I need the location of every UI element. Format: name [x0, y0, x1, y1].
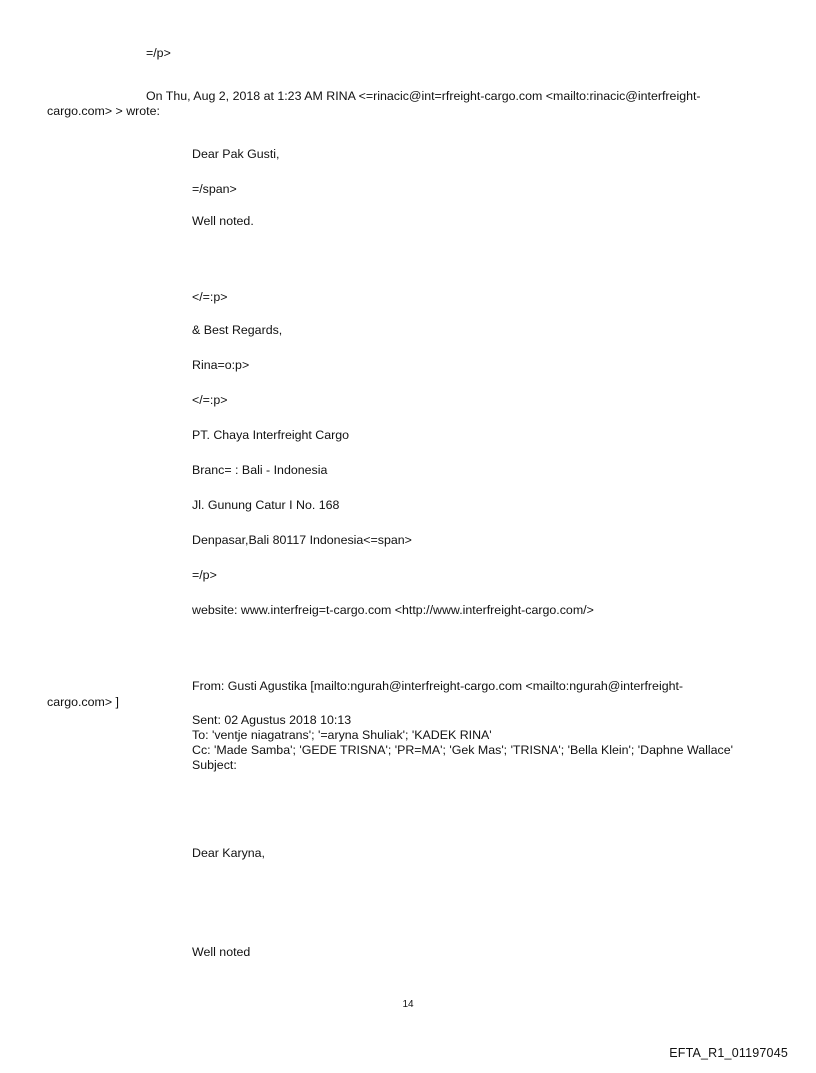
body-text: Well noted. [192, 214, 254, 228]
closing: & Best Regards, [192, 323, 283, 337]
reply-header-line-2: cargo.com> > wrote: [47, 104, 160, 118]
document-id-footer: EFTA_R1_01197045 [669, 1046, 788, 1060]
forward-from-line-1: From: Gusti Agustika [mailto:ngurah@interfreight-cargo.com <mailto:ngurah@interfreight- [192, 679, 684, 693]
signature-branch: Branc= : Bali - Indonesia [192, 463, 328, 477]
reply-header-line-1: On Thu, Aug 2, 2018 at 1:23 AM RINA <=rinacic@int=rfreight-cargo.com <mailto:rinacic@interfreight- [146, 89, 701, 103]
span-fragment: =/span> [192, 182, 237, 196]
top-fragment: =/p> [146, 46, 171, 60]
p-fragment: </=:p> [192, 393, 228, 407]
page-number: 14 [402, 999, 414, 1010]
greeting: Dear Pak Gusti, [192, 147, 280, 161]
p-fragment: =/p> [192, 568, 217, 582]
forward-sent: Sent: 02 Agustus 2018 10:13 [192, 713, 352, 727]
signature-name: Rina=o:p> [192, 358, 250, 372]
p-fragment: </=:p> [192, 290, 228, 304]
signature-company: PT. Chaya Interfreight Cargo [192, 428, 350, 442]
signature-address: Jl. Gunung Catur I No. 168 [192, 498, 340, 512]
forward-cc: Cc: 'Made Samba'; 'GEDE TRISNA'; 'PR=MA'; 'Gek Mas'; 'TRISNA'; 'Bella Klein'; 'Daphne Wallace' [192, 743, 733, 757]
signature-city: Denpasar,Bali 80117 Indonesia<=span> [192, 533, 412, 547]
forward-to: To: 'ventje niagatrans'; '=aryna Shuliak'; 'KADEK RINA' [192, 728, 492, 742]
forward-subject: Subject: [192, 758, 237, 772]
forward-from-line-2: cargo.com> ] [47, 695, 119, 709]
signature-website: website: www.interfreig=t-cargo.com <http://www.interfreight-cargo.com/> [192, 603, 594, 617]
forward-header [192, 713, 733, 773]
forward-greeting: Dear Karyna, [192, 846, 266, 860]
forward-body-text: Well noted [192, 945, 251, 959]
